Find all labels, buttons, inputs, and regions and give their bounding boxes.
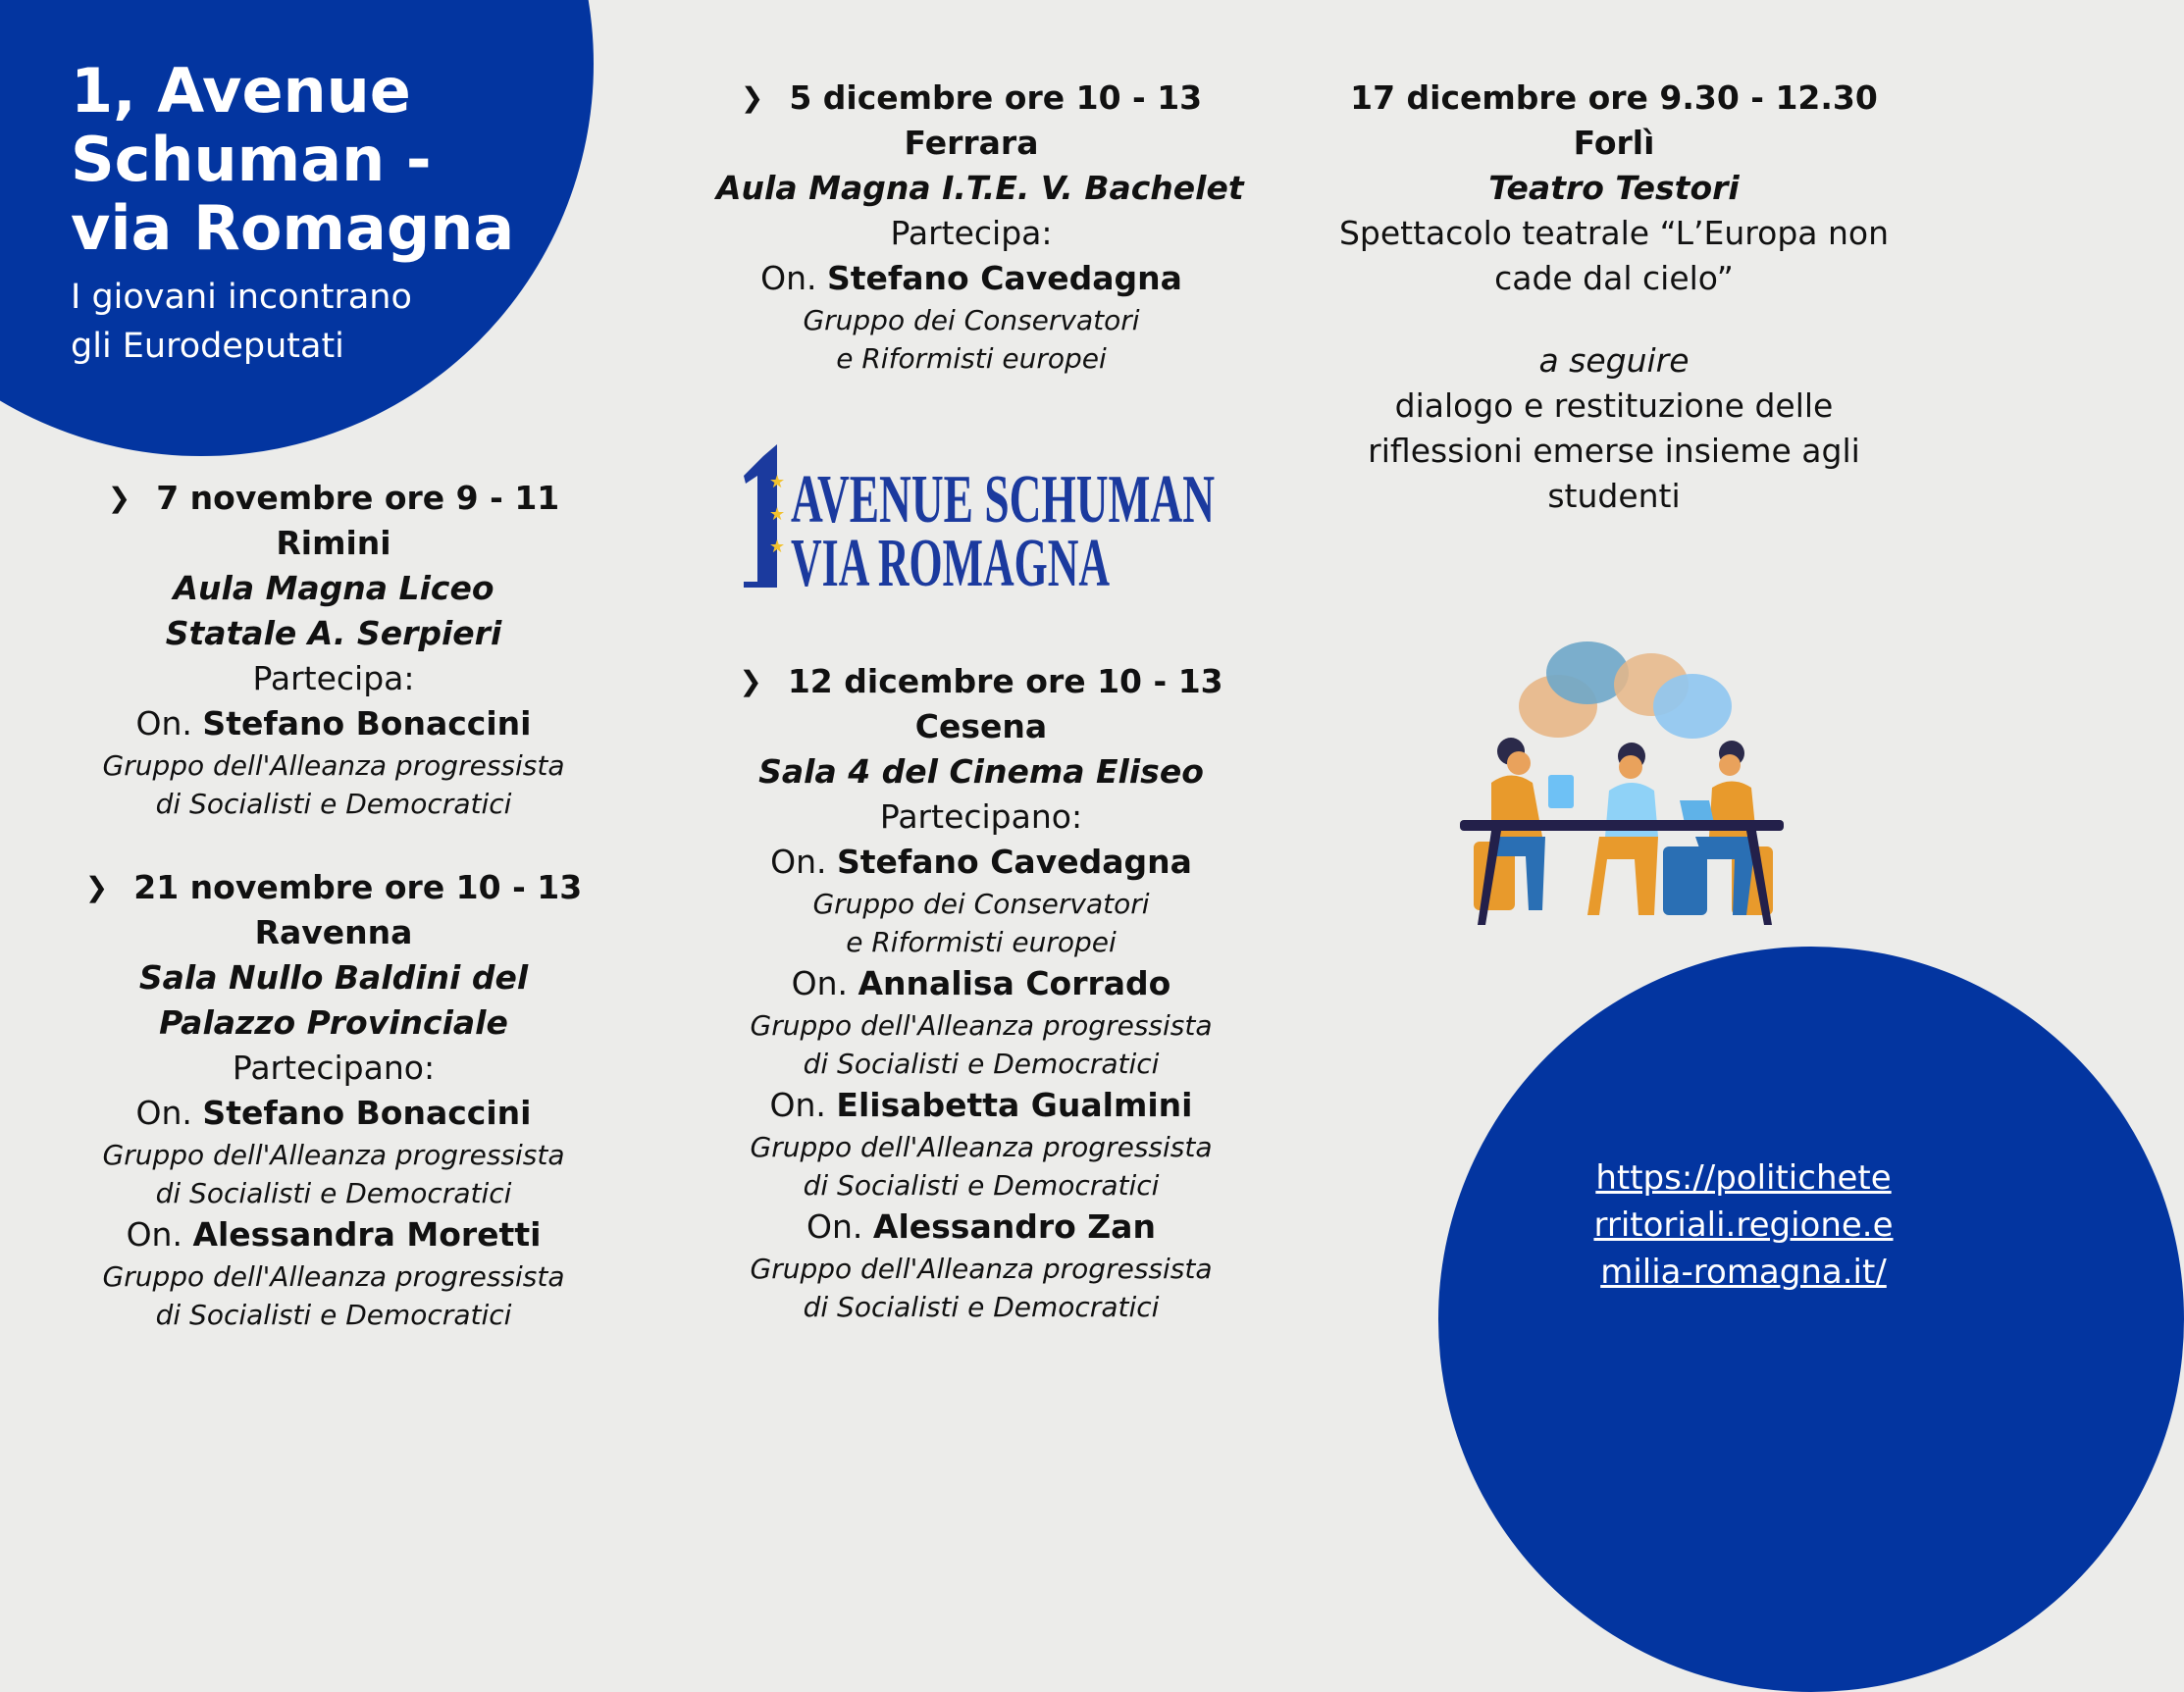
event-date-time: 17 dicembre ore 9.30 - 12.30 [1350, 78, 1878, 117]
hero-title-line: Schuman - [71, 124, 432, 195]
event-description: cade dal cielo” [1494, 259, 1734, 297]
svg-text:★: ★ [769, 472, 786, 492]
mep-entry [78, 1212, 589, 1257]
mep-prefix: On. [760, 259, 827, 297]
hero-subtitle-line: gli Eurodeputati [71, 327, 344, 366]
mep-name: Stefano Cavedagna [827, 259, 1182, 297]
mep-name: Elisabetta Gualmini [836, 1086, 1193, 1124]
follow-up-text: riflessioni emerse insieme agli [1368, 432, 1860, 470]
mep-prefix: On. [806, 1207, 873, 1246]
event-city: Ravenna [254, 913, 413, 951]
event-city: Rimini [276, 524, 391, 562]
event-venue: Aula Magna I.T.E. V. Bachelet [716, 169, 1244, 207]
people-meeting-illustration [1452, 636, 1786, 930]
event-city: Ferrara [904, 124, 1039, 162]
mep-prefix: On. [791, 964, 858, 1002]
mep-group: di Socialisti e Democratici [803, 1169, 1160, 1202]
mep-group: Gruppo dell'Alleanza progressista [750, 1009, 1213, 1042]
mep-prefix: On. [126, 1215, 193, 1254]
hero-title-line: 1, Avenue [71, 55, 411, 127]
follow-up-label: a seguire [1538, 341, 1690, 380]
event-venue: Teatro Testori [1488, 169, 1740, 207]
mep-group: Gruppo dell'Alleanza progressista [750, 1253, 1213, 1285]
mep-group: di Socialisti e Democratici [803, 1048, 1160, 1080]
event-venue: Aula Magna Liceo [173, 569, 494, 607]
mep-group: di Socialisti e Democratici [803, 1291, 1160, 1323]
mep-prefix: On. [135, 1094, 203, 1132]
mep-prefix: On. [135, 704, 203, 743]
chevron-right-icon: ❯ [739, 665, 762, 697]
mep-group: Gruppo dei Conservatori [812, 888, 1150, 920]
event-venue: Sala 4 del Cinema Eliseo [758, 752, 1204, 791]
mep-group: Gruppo dell'Alleanza progressista [102, 1260, 565, 1293]
hero-title-line: via Romagna [71, 192, 515, 264]
event-date-time: 21 novembre ore 10 - 13 [133, 868, 583, 906]
svg-text:★: ★ [769, 537, 786, 557]
mep-entry [726, 840, 1236, 885]
participants-label: Partecipa: [252, 659, 415, 697]
hero-subtitle-line: I giovani incontrano [71, 278, 412, 317]
follow-up-text: studenti [1547, 477, 1681, 515]
event-header [726, 659, 1236, 704]
participants-label: Partecipano: [232, 1049, 436, 1087]
mep-entry [726, 1083, 1236, 1128]
mep-group: di Socialisti e Democratici [155, 788, 512, 820]
event-date-time: 7 novembre ore 9 - 11 [156, 479, 560, 517]
bottom-right-blue-circle [1438, 947, 2184, 1692]
mep-group: di Socialisti e Democratici [155, 1299, 512, 1331]
logo-line-1: AVENUE SCHUMAN [791, 462, 1215, 538]
mep-group: e Riformisti europei [836, 342, 1107, 375]
chevron-right-icon: ❯ [740, 81, 764, 114]
event-ravenna [78, 865, 589, 1334]
mep-name: Stefano Cavedagna [837, 843, 1192, 881]
participants-label: Partecipano: [879, 797, 1083, 836]
website-link-line[interactable]: milia-romagna.it/ [1600, 1253, 1887, 1292]
mep-entry [726, 1205, 1236, 1250]
logo-graphic [734, 438, 1220, 601]
website-link-line[interactable]: rritoriali.regione.e [1593, 1205, 1894, 1245]
event-header [78, 476, 589, 521]
event-city: Cesena [914, 707, 1048, 745]
mep-name: Stefano Bonaccini [202, 704, 532, 743]
follow-up-text: dialogo e restituzione delle [1394, 386, 1834, 425]
event-description: Spettacolo teatrale “L’Europa non [1338, 214, 1890, 252]
event-date-time: 12 dicembre ore 10 - 13 [787, 662, 1223, 700]
event-header [716, 76, 1226, 121]
mep-group: e Riformisti europei [846, 926, 1117, 958]
participants-label: Partecipa: [890, 214, 1053, 252]
avenue-schuman-logo [734, 438, 1220, 601]
hero-title [71, 57, 514, 263]
mep-group: di Socialisti e Democratici [155, 1177, 512, 1209]
svg-text:★: ★ [769, 504, 786, 525]
mep-group: Gruppo dell'Alleanza progressista [750, 1131, 1213, 1163]
mep-entry [78, 701, 589, 746]
event-forli [1320, 76, 1908, 519]
mep-group: Gruppo dei Conservatori [803, 304, 1140, 336]
hero-subtitle [71, 273, 412, 371]
logo-line-2: VIA ROMAGNA [791, 526, 1111, 601]
mep-entry [716, 256, 1226, 301]
event-venue: Sala Nullo Baldini del [138, 958, 529, 997]
mep-name: Alessandra Moretti [192, 1215, 542, 1254]
website-link-line[interactable]: https://politichete [1595, 1158, 1892, 1198]
event-date-time: 5 dicembre ore 10 - 13 [789, 78, 1203, 117]
event-ferrara [716, 76, 1244, 378]
mep-group: Gruppo dell'Alleanza progressista [102, 749, 565, 782]
mep-name: Alessandro Zan [872, 1207, 1156, 1246]
mep-name: Stefano Bonaccini [202, 1094, 532, 1132]
mep-prefix: On. [769, 1086, 837, 1124]
spacer [1320, 301, 1908, 338]
chevron-right-icon: ❯ [107, 482, 131, 514]
mep-group: Gruppo dell'Alleanza progressista [102, 1139, 565, 1171]
event-venue: Statale A. Serpieri [165, 614, 502, 652]
mep-name: Annalisa Corrado [858, 964, 1171, 1002]
mep-entry [726, 961, 1236, 1006]
website-link[interactable] [1582, 1154, 1905, 1296]
event-rimini [78, 476, 589, 823]
mep-entry [78, 1091, 589, 1136]
event-cesena [726, 659, 1236, 1326]
mep-prefix: On. [770, 843, 837, 881]
event-header [78, 865, 589, 910]
chevron-right-icon: ❯ [84, 871, 109, 903]
event-city: Forlì [1573, 124, 1655, 162]
event-venue: Palazzo Provinciale [159, 1003, 508, 1042]
